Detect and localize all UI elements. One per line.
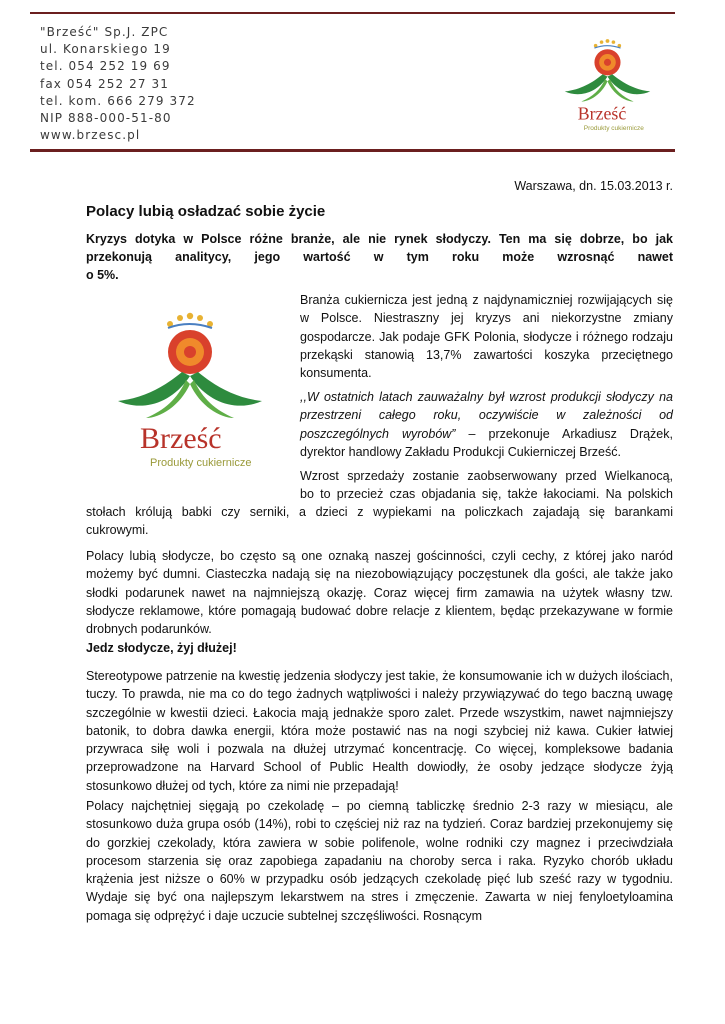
paragraph-5: Stereotypowe patrzenie na kwestię jedzenia słodyczy jest takie, że konsumowanie ich w dużych ilościach, tuczy. To prawda, nie ma co do tego żadnych wątpliwości i należy przywiązywać do tego baczną uwagę szczególnie w kwestii dzieci. Łakocia mają jednakże sporo zalet. Przede wszystkim, nawet najmniejszy batonik, to dobra dawka energii, która może postawić nas na nogi szybciej niż kawa. Cukier łatwiej przywraca siłę woli i pozwala na dłużej utrzymać koncentrację. Co więcej, kompleksowe badania przeprowadzone na Harvard School of Public Health dowiodły, że osoby jedzące słodycze żyją stosunkowo dłużej od tych, które za nimi nie przepadają! xyxy=(86,669,673,793)
company-mobile: tel. kom. 666 279 372 xyxy=(40,93,196,108)
brzesc-logo-header xyxy=(560,34,652,134)
paragraph-3-line-4: cukrowymi. xyxy=(86,523,149,537)
header-top-rule xyxy=(30,12,675,14)
paragraph-3-line-3: stołach królują babki czy serniki, a dzieci z wypiekami na policzkach zajadają się barankami xyxy=(86,505,673,519)
company-street: ul. Konarskiego 19 xyxy=(40,42,171,57)
header-bottom-rule xyxy=(30,149,675,152)
paragraph-3-line-1: Wzrost sprzedaży zostanie zaobserwowany przed Wielkanocą, xyxy=(300,469,673,483)
paragraph-2 xyxy=(300,388,673,461)
paragraph-3-line-2: bo to przecież czas objadania się, także łakociami. Na polskich xyxy=(300,487,673,501)
paragraph-1: Branża cukiernicza jest jedną z najdynamiczniej rozwijających się w Polsce. Niestraszny jej kryzys ani niekorzystne zmiany gospodarcze. Jak podaje GFK Polonia, słodycze i różnego rodzaju przekąski stanowią 13,7% zawartości koszyka przeciętnego konsumenta. xyxy=(300,293,673,381)
lead-line: przekonują analitycy, jego wartość w tym roku może wzrosnąć nawet xyxy=(86,250,673,264)
quote-text: ,,W ostatnich latach zauważalny był wzrost produkcji słodyczy na przestrzeni całego roku, oczywiście w zależności od poszczególnych wyrobów” xyxy=(300,390,673,441)
company-website: www.brzesc.pl xyxy=(40,128,141,143)
quote-attribution: – przekonuje Arkadiusz Drążek, dyrektor handlowy Zakładu Produkcji Cukierniczej Brześć. xyxy=(300,426,673,459)
paragraph-6: Polacy najchętniej sięgają po czekoladę – po ciemną tabliczkę średnio 2-3 razy w miesiącu, ale stosunkowo duża grupa osób (14%), robi to częściej niż raz na tydzień. Coraz bardziej przekonujemy się do gorzkiej czekolady, która zawiera w sobie polifenole, wolne rodniki czy magnez i przeciwdziała procesom starzenia się oraz zapobiega zapadaniu na choroby serca i raka. Ryzyko chorób układu krążenia jest niższe o 60% w przypadku osób jedzących czekoladę pięć lub sześć razy w tygodniu. Wydaje się być ona najlepszym lekarstwem na stres i zmęczenie. Zawarta w niej fenyloetyloamina pomaga się odprężyć i daje uczucie subtelnej szczęśliwości. Rosnącym xyxy=(86,799,673,923)
company-name: "Brześć" Sp.J. ZPC xyxy=(40,25,169,39)
svg-text:Produkty cukiernicze: Produkty cukiernicze xyxy=(150,457,252,469)
article-title: Polacy lubią osładzać sobie życie xyxy=(86,203,326,220)
svg-text:Brześć: Brześć xyxy=(140,422,222,455)
svg-text:Brześć: Brześć xyxy=(577,103,627,124)
section-subheading: Jedz słodycze, żyj dłużej! xyxy=(86,641,237,655)
flower-icon xyxy=(168,330,212,374)
flower-icon xyxy=(594,49,620,75)
document-date: Warszawa, dn. 15.03.2013 r. xyxy=(514,179,673,193)
company-nip: NIP 888-000-51-80 xyxy=(40,111,172,126)
company-phone: tel. 054 252 19 69 xyxy=(40,59,171,74)
lead-line: o 5%. xyxy=(86,268,119,282)
svg-text:Produkty cukiernicze: Produkty cukiernicze xyxy=(583,124,644,132)
brzesc-logo-article xyxy=(110,306,265,471)
crown-icon xyxy=(594,39,621,48)
paragraph-4: Polacy lubią słodycze, bo często są one oznaką naszej gościnności, czyli cechy, z której jako naród możemy być dumni. Ciasteczka nadają się na niezobowiązujący poczęstunek dla gości, ale także jako słodki podarunek nawet na najmniejszą okazję. Coraz więcej firm zamawia na użytek własny tzw. słodycze reklamowe, które pomagają budować dobre relacje z klientem, będąc przekazywane w formie drobnych podarunków. xyxy=(86,549,673,637)
crown-icon xyxy=(167,313,213,328)
company-contact-block xyxy=(40,24,196,144)
company-fax: fax 054 252 27 31 xyxy=(40,76,169,91)
lead-line: Kryzys dotyka w Polsce różne branże, ale nie rynek słodyczy. Ten ma się dobrze, bo jak xyxy=(86,232,673,246)
article-lead xyxy=(86,230,673,284)
